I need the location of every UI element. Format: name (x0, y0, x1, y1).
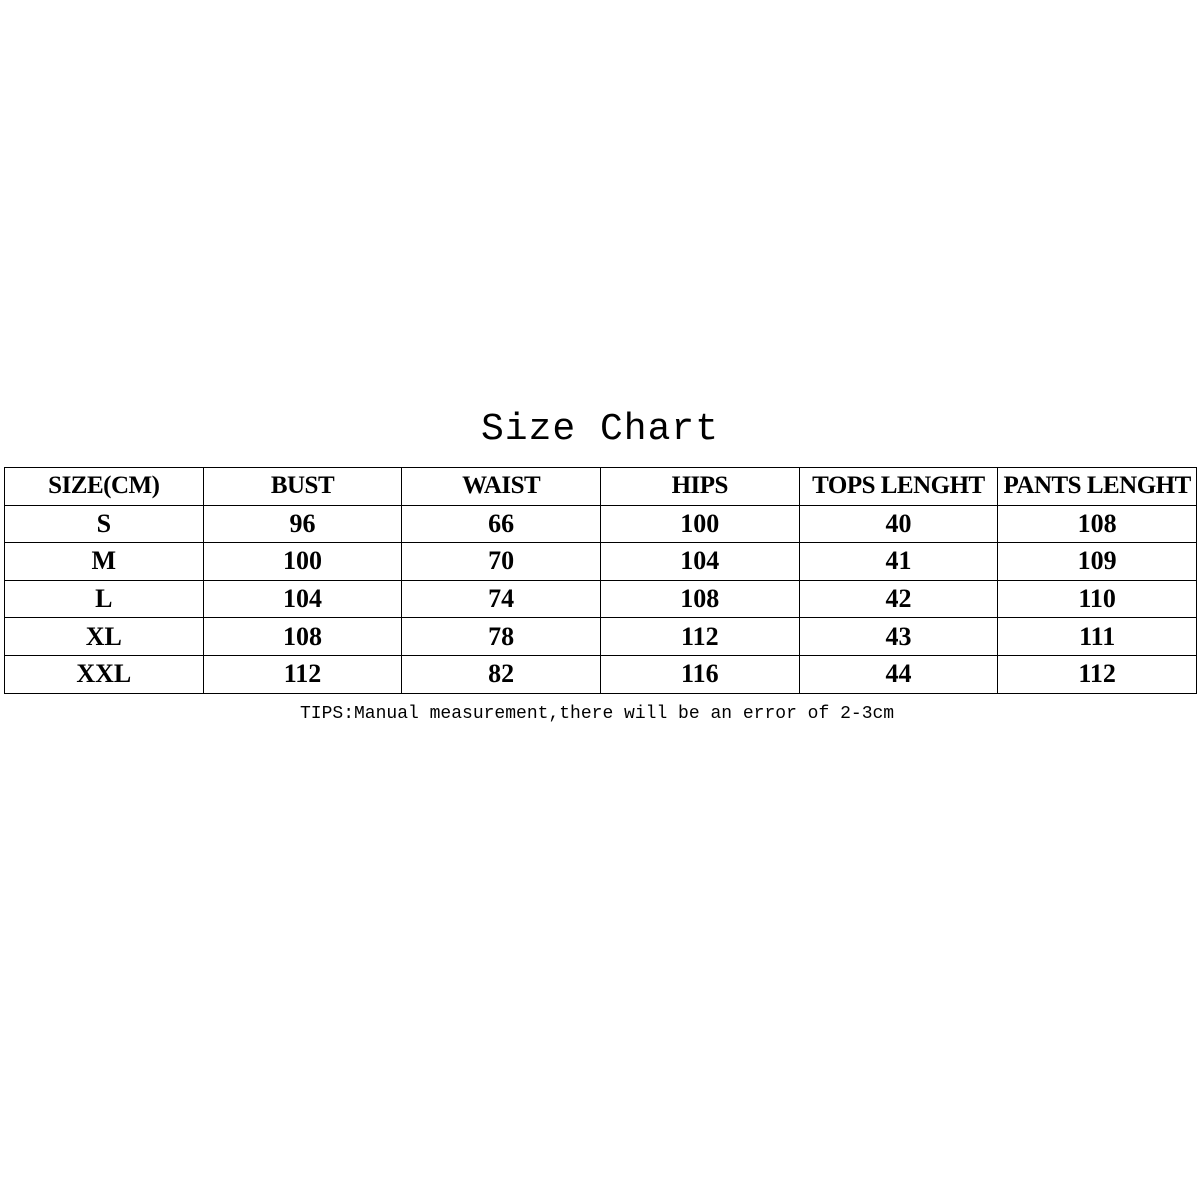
tops-length-cell: 41 (799, 543, 998, 581)
size-cell: XL (5, 618, 204, 656)
tips-note: TIPS:Manual measurement,there will be an error of 2-3cm (300, 704, 895, 724)
size-cell: L (5, 580, 204, 618)
table-row (5, 543, 1197, 581)
page-title: Size Chart (480, 408, 720, 451)
size-cell: XXL (5, 655, 204, 693)
hips-cell: 104 (600, 543, 799, 581)
table-row (5, 655, 1197, 693)
header-size: SIZE(CM) (5, 468, 204, 506)
hips-cell: 108 (600, 580, 799, 618)
table-row (5, 580, 1197, 618)
tops-length-cell: 43 (799, 618, 998, 656)
size-chart-table (4, 467, 1197, 694)
waist-cell: 70 (402, 543, 601, 581)
table-row (5, 505, 1197, 543)
waist-cell: 66 (402, 505, 601, 543)
pants-length-cell: 112 (998, 655, 1197, 693)
tops-length-cell: 44 (799, 655, 998, 693)
hips-cell: 116 (600, 655, 799, 693)
size-cell: M (5, 543, 204, 581)
waist-cell: 74 (402, 580, 601, 618)
size-cell: S (5, 505, 204, 543)
bust-cell: 112 (203, 655, 402, 693)
table-header-row (5, 468, 1197, 506)
hips-cell: 112 (600, 618, 799, 656)
pants-length-cell: 108 (998, 505, 1197, 543)
pants-length-cell: 109 (998, 543, 1197, 581)
pants-length-cell: 111 (998, 618, 1197, 656)
header-tops-length: TOPS LENGHT (799, 468, 998, 506)
bust-cell: 108 (203, 618, 402, 656)
bust-cell: 100 (203, 543, 402, 581)
pants-length-cell: 110 (998, 580, 1197, 618)
hips-cell: 100 (600, 505, 799, 543)
waist-cell: 78 (402, 618, 601, 656)
header-waist: WAIST (402, 468, 601, 506)
header-pants-length: PANTS LENGHT (998, 468, 1197, 506)
waist-cell: 82 (402, 655, 601, 693)
tops-length-cell: 42 (799, 580, 998, 618)
bust-cell: 104 (203, 580, 402, 618)
bust-cell: 96 (203, 505, 402, 543)
header-hips: HIPS (600, 468, 799, 506)
tops-length-cell: 40 (799, 505, 998, 543)
header-bust: BUST (203, 468, 402, 506)
table-row (5, 618, 1197, 656)
